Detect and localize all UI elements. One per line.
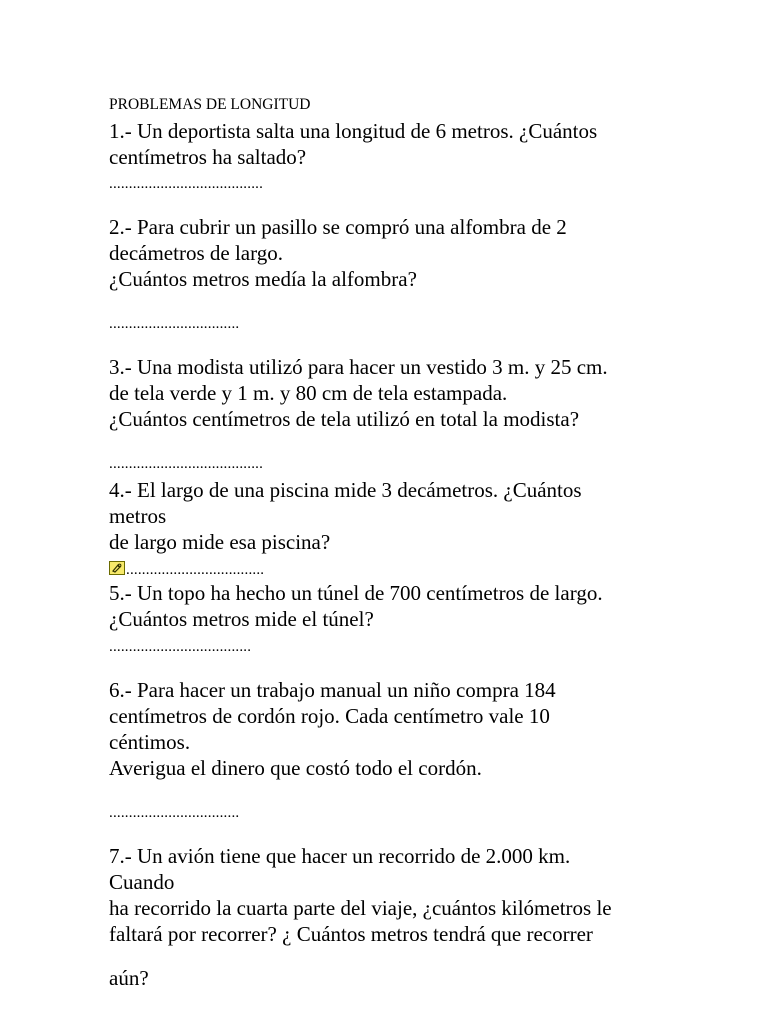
problem-1-line-2: centímetros ha saltado? (109, 145, 307, 169)
problem-7-line-3: ha recorrido la cuarta parte del viaje, ¿cuántos kilómetros le (109, 896, 612, 920)
problem-3-answer-blank: ....................................... (109, 456, 264, 472)
problem-3-line-3: ¿Cuántos centímetros de tela utilizó en total la modista? (109, 407, 580, 431)
problem-7-line-5: aún? (109, 966, 149, 990)
problem-6-line-4: Averigua el dinero que costó todo el cordón. (109, 756, 482, 780)
embedded-object-icon-frame (110, 562, 125, 575)
problem-4-answer-blank: ................................... (126, 562, 265, 578)
problem-6-line-3: céntimos. (109, 730, 191, 754)
problem-4-line-3: de largo mide esa piscina? (109, 530, 331, 554)
problem-1-answer-blank: ....................................... (109, 176, 264, 192)
document-title: PROBLEMAS DE LONGITUD (109, 96, 311, 113)
problem-7-line-2: Cuando (109, 870, 175, 894)
problem-3-line-2: de tela verde y 1 m. y 80 cm de tela estampada. (109, 381, 508, 405)
problem-5-line-1: 5.- Un topo ha hecho un túnel de 700 centímetros de largo. (109, 581, 603, 605)
problem-2-answer-blank: ................................. (109, 316, 240, 332)
problem-2-line-1: 2.- Para cubrir un pasillo se compró una alfombra de 2 (109, 215, 567, 239)
problem-7-line-1: 7.- Un avión tiene que hacer un recorrido de 2.000 km. (109, 844, 571, 868)
embedded-object-icon[interactable] (109, 561, 125, 575)
problem-3-line-1: 3.- Una modista utilizó para hacer un vestido 3 m. y 25 cm. (109, 355, 608, 379)
problem-4-answer-row (109, 561, 264, 579)
problem-6-line-2: centímetros de cordón rojo. Cada centímetro vale 10 (109, 704, 550, 728)
problem-5-line-2: ¿Cuántos metros mide el túnel? (109, 607, 374, 631)
problem-7-line-4: faltará por recorrer? ¿ Cuántos metros tendrá que recorrer (109, 922, 593, 946)
problem-4-line-1: 4.- El largo de una piscina mide 3 decámetros. ¿Cuántos (109, 478, 582, 502)
problem-2-line-2: decámetros de largo. (109, 241, 283, 265)
problem-2-line-3: ¿Cuántos metros medía la alfombra? (109, 267, 417, 291)
problem-6-line-1: 6.- Para hacer un trabajo manual un niño compra 184 (109, 678, 556, 702)
problem-4-line-2: metros (109, 504, 167, 528)
problem-1-line-1: 1.- Un deportista salta una longitud de 6 metros. ¿Cuántos (109, 119, 598, 143)
problem-5-answer-blank: .................................... (109, 639, 252, 655)
problem-6-answer-blank: ................................. (109, 805, 240, 821)
